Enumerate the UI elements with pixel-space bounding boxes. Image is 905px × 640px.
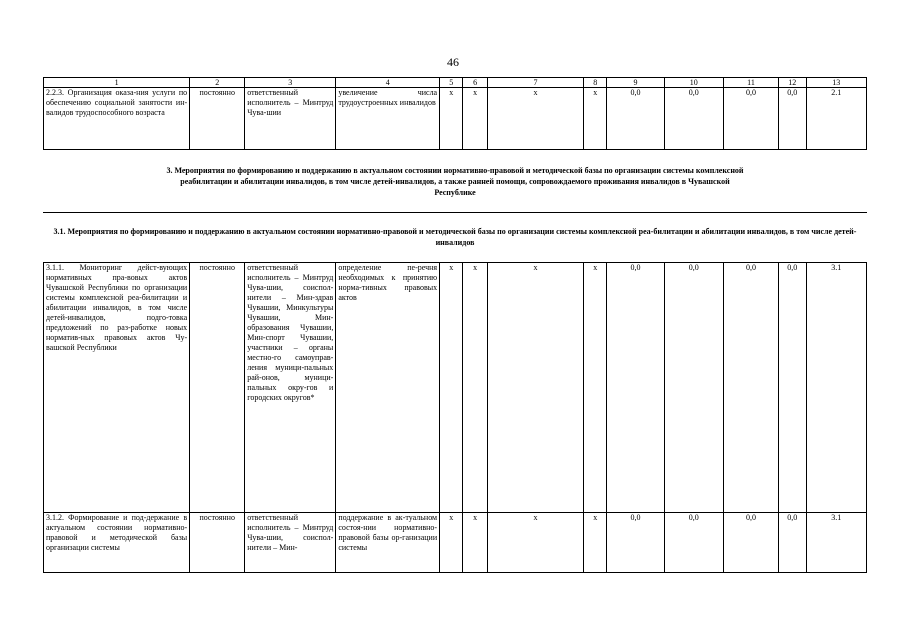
- column-number: 2: [190, 78, 245, 88]
- cell-9: 0,0: [607, 88, 664, 150]
- column-number: 12: [779, 78, 807, 88]
- cell-7: x: [487, 263, 583, 513]
- cell-13: 2.1: [806, 88, 866, 150]
- cell-7: x: [487, 88, 583, 150]
- expected-result: определение пе-речня необходимых к принятию норма-тивных правовых актов: [336, 263, 440, 513]
- cell-13: 3.1: [806, 263, 866, 513]
- program-table-bottom: [43, 262, 867, 573]
- column-number: 10: [664, 78, 723, 88]
- column-number: 9: [607, 78, 664, 88]
- cell-10: 0,0: [664, 88, 723, 150]
- page-number: 46: [447, 55, 459, 69]
- cell-10: 0,0: [664, 513, 723, 573]
- activity-name: 3.1.1. Мониторинг дейст-вующих нормативных пра-вовых актов Чувашской Республики по организации системы комплексной реа-билитации и абилитации инвалидов, в том числе детей-инвалидов, подго-товка предложений по раз-работке новых норматив-ных правовых актов Чу-вашской Республики: [44, 263, 190, 513]
- cell-6: x: [463, 513, 487, 573]
- column-number: 1: [44, 78, 190, 88]
- cell-8: x: [584, 88, 607, 150]
- cell-13: 3.1: [806, 513, 866, 573]
- expected-result: увеличение числа трудоустроенных инвалидов: [336, 88, 440, 150]
- cell-11: 0,0: [723, 88, 778, 150]
- cell-8: x: [584, 263, 607, 513]
- cell-5: x: [440, 263, 463, 513]
- cell-9: 0,0: [607, 263, 664, 513]
- cell-12: 0,0: [779, 513, 807, 573]
- executor: ответственный исполнитель – Минтруд Чува-шии: [245, 88, 336, 150]
- column-number: 8: [584, 78, 607, 88]
- column-number: 5: [440, 78, 463, 88]
- cell-5: x: [440, 88, 463, 150]
- column-number-row: [44, 78, 867, 88]
- period: постоянно: [190, 88, 245, 150]
- cell-6: x: [463, 88, 487, 150]
- cell-7: x: [487, 513, 583, 573]
- activity-name: 2.2.3. Организация оказа-ния услуги по обеспечению социальной занятости ин-валидов трудоспособного возраста: [44, 88, 190, 150]
- executor: ответственный исполнитель – Минтруд Чува-шии, соиспол-нители – Мин-: [245, 513, 336, 573]
- cell-6: x: [463, 263, 487, 513]
- program-table-top: [43, 77, 867, 150]
- table-row: [44, 88, 867, 150]
- expected-result: поддержание в ак-туальном состоя-нии нормативно-правовой базы ор-ганизации системы: [336, 513, 440, 573]
- period: постоянно: [190, 263, 245, 513]
- column-number: 3: [245, 78, 336, 88]
- cell-10: 0,0: [664, 263, 723, 513]
- executor: ответственный исполнитель – Минтруд Чува-шии, соиспол-нители – Мин-здрав Чувашии, Минкультуры Чувашии, Мин-образования Чувашии, Мин-спорт Чувашии, участники – органы местно-го самоуправ-ления муници-пальных рай-онов, муници-пальных окру-гов и городских округов*: [245, 263, 336, 513]
- section-3-1-heading: 3.1. Мероприятия по формированию и поддержанию в актуальном состоянии нормативно-правовой и методической базы по организации системы комплексной реа-билитации и абилитации инвалидов, в том числе детей-инвалидов: [53, 227, 857, 247]
- column-number: 4: [336, 78, 440, 88]
- cell-12: 0,0: [779, 88, 807, 150]
- cell-12: 0,0: [779, 263, 807, 513]
- column-number: 6: [463, 78, 487, 88]
- column-number: 13: [806, 78, 866, 88]
- table-row: [44, 513, 867, 573]
- cell-11: 0,0: [723, 263, 778, 513]
- activity-name: 3.1.2. Формирование и под-держание в актуальном состоянии нормативно-правовой и методической базы организации системы: [44, 513, 190, 573]
- section-divider: [43, 212, 867, 213]
- table-row: [44, 263, 867, 513]
- column-number: 11: [723, 78, 778, 88]
- period: постоянно: [190, 513, 245, 573]
- cell-5: x: [440, 513, 463, 573]
- section-3-heading: 3. Мероприятия по формированию и поддержанию в актуальном состоянии нормативно-правовой и методической базы по организации системы комплексной реабилитации и абилитации инвалидов, в том числе детей-инвалидов, а также ранней помощи, сопровождаемого проживания инвалидов в Чувашской Республике: [166, 166, 744, 197]
- cell-11: 0,0: [723, 513, 778, 573]
- column-number: 7: [487, 78, 583, 88]
- cell-9: 0,0: [607, 513, 664, 573]
- cell-8: x: [584, 513, 607, 573]
